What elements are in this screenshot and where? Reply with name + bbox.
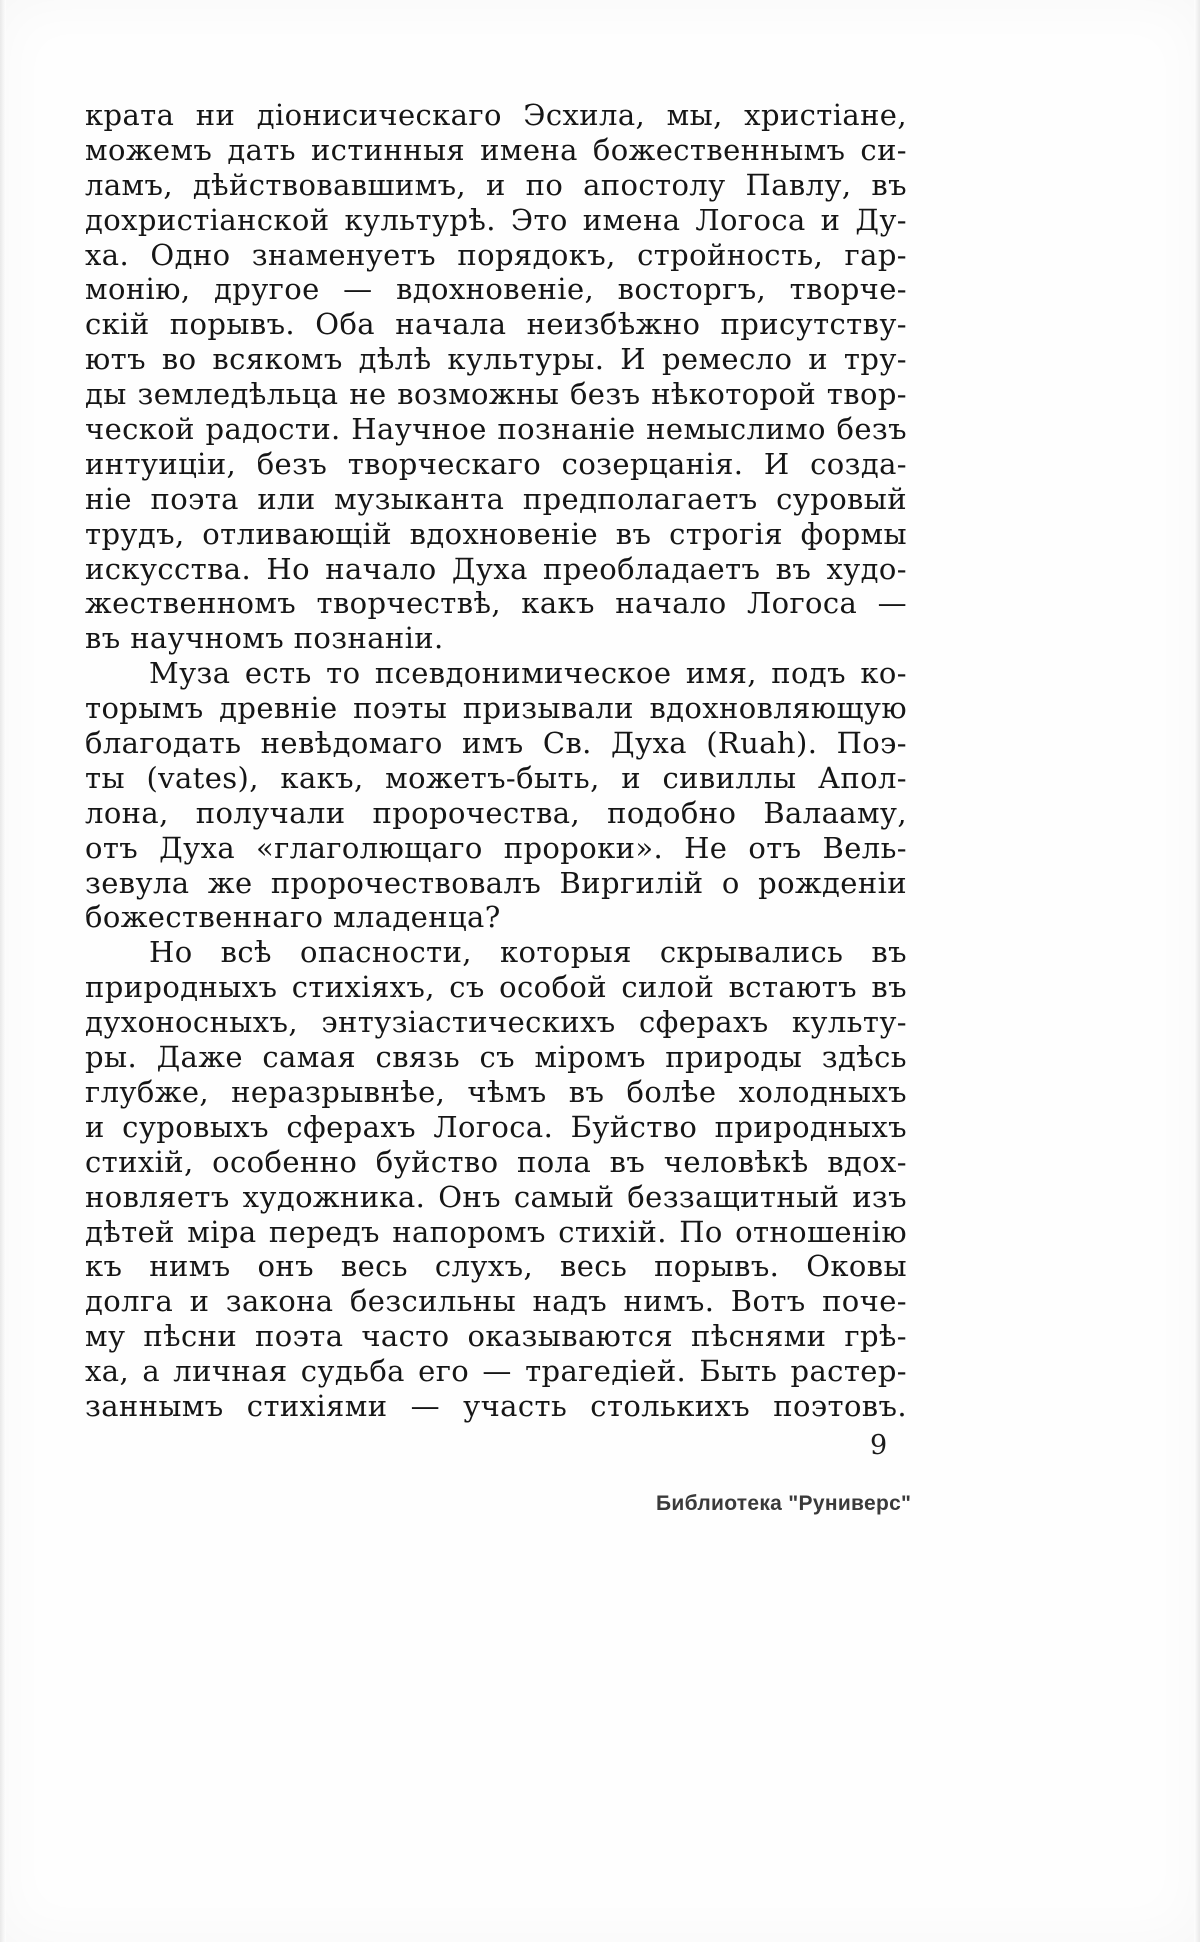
text-line: отъ Духа «глаголющаго пророки». Не отъ Вель- [85, 830, 907, 865]
text-line: ды земледѣльца не возможны безъ нѣкоторой твор- [85, 377, 907, 412]
text-line: въ научномъ познаніи. [85, 621, 444, 656]
text-line: божественнаго младенца? [85, 900, 501, 935]
text-line: новляетъ художника. Онъ самый беззащитный изъ [85, 1179, 907, 1214]
scan-edge-right [1194, 0, 1200, 1942]
text-line: глубже, неразрывнѣе, чѣмъ въ болѣе холодныхъ [85, 1074, 907, 1109]
text-line: и суровыхъ сферахъ Логоса. Буйство природныхъ [85, 1109, 907, 1144]
text-line: ютъ во всякомъ дѣлѣ культуры. И ремесло и тру- [85, 342, 907, 377]
text-line: скій порывъ. Оба начала неизбѣжно присутству- [85, 307, 907, 342]
page-number: 9 [870, 1430, 888, 1461]
text-line: дѣтей міра передъ напоромъ стихій. По отношенію [85, 1214, 907, 1249]
text-line: ха, а личная судьба его — трагедіей. Быть растер- [85, 1354, 907, 1389]
text-line: дохристіанской культурѣ. Это имена Логоса и Ду- [85, 202, 907, 237]
text-line: можемъ дать истинныя имена божественнымъ си- [85, 132, 907, 167]
text-line: благодать невѣдомаго имъ Св. Духа (Ruah). Поэ- [85, 726, 907, 761]
text-line: Муза есть то псевдонимическое имя, подъ ко- [149, 656, 907, 691]
text-block [85, 98, 907, 1424]
text-line: торымъ древніе поэты призывали вдохновляющую [85, 691, 907, 726]
text-line: стихій, особенно буйство пола въ человѣкѣ вдох- [85, 1144, 907, 1179]
text-line: ты (vates), какъ, можетъ-быть, и сивиллы Апол- [85, 760, 907, 795]
text-line: ніе поэта или музыканта предполагаетъ суровый [85, 481, 907, 516]
text-line: къ нимъ онъ весь слухъ, весь порывъ. Оковы [85, 1249, 907, 1284]
text-line: духоносныхъ, энтузіастическихъ сферахъ культу- [85, 1005, 907, 1040]
text-line: Но всѣ опасности, которыя скрывались въ [149, 935, 907, 970]
text-line: лона, получали пророчества, подобно Валааму, [85, 795, 907, 830]
text-line: ха. Одно знаменуетъ порядокъ, стройность, гар- [85, 237, 907, 272]
text-line: зевула же пророчествовалъ Виргилій о рожденіи [85, 865, 907, 900]
text-line: жественномъ творчествѣ, какъ начало Логоса — [85, 586, 907, 621]
text-line: долга и закона безсильны надъ нимъ. Вотъ поче- [85, 1284, 907, 1319]
text-line: ры. Даже самая связь съ міромъ природы здѣсь [85, 1040, 907, 1075]
scan-edge-left [0, 0, 6, 1942]
text-line: интуиціи, безъ творческаго созерцанія. И созда- [85, 446, 907, 481]
text-line: искусства. Но начало Духа преобладаетъ въ худо- [85, 551, 907, 586]
text-line: ческой радости. Научное познаніе немыслимо безъ [85, 412, 907, 447]
text-line: монію, другое — вдохновеніе, восторгъ, творче- [85, 272, 907, 307]
text-line: му пѣсни поэта часто оказываются пѣснями грѣ- [85, 1319, 907, 1354]
text-line: заннымъ стихіями — участь столькихъ поэтовъ. [85, 1388, 907, 1423]
text-line: крата ни діонисическаго Эсхила, мы, христіане, [85, 98, 907, 132]
text-line: ламъ, дѣйствовавшимъ, и по апостолу Павлу, въ [85, 167, 907, 202]
text-line: природныхъ стихіяхъ, съ особой силой встаютъ въ [85, 970, 907, 1005]
text-line: трудъ, отливающій вдохновеніе въ строгія формы [85, 516, 907, 551]
library-watermark: Библиотека "Руниверс" [656, 1492, 912, 1515]
